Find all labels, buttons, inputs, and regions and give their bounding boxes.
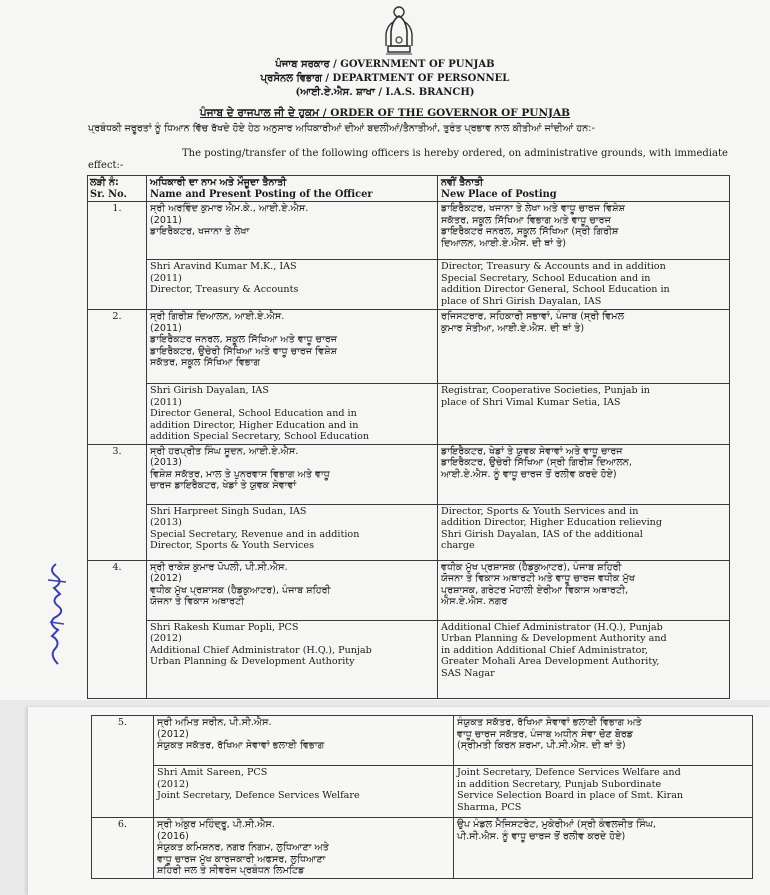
en-officer-line: Shri Amit Sareen, PCS xyxy=(157,767,268,778)
sr-no-cell: 2. xyxy=(88,310,147,445)
en-officer-line: Special Secretary, Revenue and in addition xyxy=(150,528,360,540)
state-emblem-icon xyxy=(374,2,424,56)
pa-new-cell xyxy=(438,444,730,504)
pa-officer-line: ਸ਼ਹਿਰੀ ਜਲ ਤੇ ਸੀਵਰੇਜ ਪ੍ਰਬੰਧਨ ਲਿਮਟਿਡ xyxy=(157,865,305,876)
table-row xyxy=(88,444,730,504)
table-row xyxy=(88,504,730,560)
pa-officer-line: ਡਾਇਰੈਕਟਰ, ਖਜਾਨਾ ਤੇ ਲੇਖਾ xyxy=(150,226,250,237)
en-new-cell xyxy=(454,766,753,818)
en-officer-line: Director, Treasury & Accounts xyxy=(150,284,299,295)
new-posting-header-english: New Place of Posting xyxy=(441,188,557,200)
table-row xyxy=(92,716,753,766)
en-new-line: Registrar, Cooperative Societies, Punjab in xyxy=(441,385,650,396)
en-officer-line: Shri Harpreet Singh Sudan, IAS xyxy=(150,505,307,517)
en-officer-line: Shri Girish Dayalan, IAS xyxy=(150,385,269,396)
en-officer-line: (2012) xyxy=(150,633,182,644)
en-officer-line: Joint Secretary, Defence Services Welfare xyxy=(157,790,360,801)
en-new-line: Special Secretary, School Education and in xyxy=(441,272,651,284)
pa-new-cell xyxy=(438,310,730,384)
pa-new-line: ਸਕੱਤਰ, ਸਕੂਲ ਸਿੱਖਿਆ ਵਿਭਾਗ ਅਤੇ ਵਾਧੂ ਚਾਰਜ xyxy=(441,214,611,226)
pa-officer-line: (2013) xyxy=(150,457,182,468)
en-officer-line: Urban Planning & Development Authority xyxy=(150,656,355,667)
en-officer-cell xyxy=(147,620,438,698)
en-new-line: addition Director General, School Education in xyxy=(441,284,670,295)
en-officer-line: Shri Aravind Kumar M.K., IAS xyxy=(150,261,297,272)
pa-officer-line: (2012) xyxy=(150,573,182,584)
pa-officer-line: ਸ੍ਰੀ ਅਰਵਿੰਦ ਕੁਮਾਰ ਐਮ.ਕੇ., ਆਈ.ਏ.ਐਸ. xyxy=(150,203,309,214)
en-officer-cell xyxy=(147,504,438,560)
en-new-line: place of Shri Vimal Kumar Setia, IAS xyxy=(441,396,621,408)
pa-new-line: ਰਜਿਸਟਰਾਰ, ਸਹਿਕਾਰੀ ਸਭਾਵਾਂ, ਪੰਜਾਬ (ਸ੍ਰੀ ਵਿਮਲ xyxy=(441,311,625,322)
pa-new-line: ਸੰਯੁਕਤ ਸਕੱਤਰ, ਰੱਖਿਆ ਸੇਵਾਵਾਂ ਭਲਾਈ ਵਿਭਾਗ ਅਤੇ xyxy=(457,717,642,728)
sr-no-cell: 1. xyxy=(88,202,147,310)
en-new-cell xyxy=(438,260,730,310)
pa-officer-line: ਸੰਯੁਕਤ ਕਮਿਸ਼ਨਰ, ਨਗਰ ਨਿਗਮ, ਲੁਧਿਆਣਾ ਅਤੇ xyxy=(157,842,329,853)
pa-new-line: ਐਸ.ਏ.ਐਸ. ਨਗਰ xyxy=(441,596,508,607)
table-row xyxy=(88,384,730,445)
en-new-line: in addition Additional Chief Administrator, xyxy=(441,644,648,656)
table-header-row xyxy=(88,176,730,202)
en-new-line: Urban Planning & Development Authority and xyxy=(441,633,667,644)
table-row xyxy=(88,560,730,620)
table-row xyxy=(92,766,753,818)
en-new-line: Sharma, PCS xyxy=(457,801,522,813)
new-posting-header xyxy=(438,176,730,202)
pa-officer-line: ਯੋਜਨਾ ਤੇ ਵਿਕਾਸ ਅਥਾਰਟੀ xyxy=(150,596,245,607)
pa-new-line: ਵਧੀਕ ਮੁੱਖ ਪ੍ਰਸ਼ਾਸਕ (ਹੈਡਕੁਆਟਰ), ਪੰਜਾਬ ਸ਼ਹਿਰੀ xyxy=(441,561,622,573)
en-new-line: Service Selection Board in place of Smt. Kiran xyxy=(457,790,684,801)
en-officer-line: (2011) xyxy=(150,396,182,408)
en-officer-line: (2013) xyxy=(150,517,182,528)
en-new-line: place of Shri Girish Dayalan, IAS xyxy=(441,295,602,307)
pa-new-line: ਦਿਆਲਨ, ਆਈ.ਏ.ਐਸ. ਦੀ ਥਾਂ ਤੇ) xyxy=(441,237,567,249)
new-posting-header-punjabi: ਨਵੀਂ ਤੈਨਾਤੀ xyxy=(441,177,484,188)
en-new-line: Additional Chief Administrator (H.Q.), Punjab xyxy=(441,621,663,633)
table-row xyxy=(88,310,730,384)
pa-officer-line: ਸ੍ਰੀ ਅਮਿਤ ਸਰੀਨ, ਪੀ.ਸੀ.ਐਸ. xyxy=(157,717,272,728)
pa-officer-line: ਸੰਯੁਕਤ ਸਕੱਤਰ, ਰੱਖਿਆ ਸੇਵਾਵਾਂ ਭਲਾਈ ਵਿਭਾਗ xyxy=(157,740,325,751)
pa-new-line: ਵਾਧੂ ਚਾਰਜ ਸਕੱਤਰ, ਪੰਜਾਬ ਅਧੀਨ ਸੇਵਾ ਚੋਣ ਬੋਰਡ xyxy=(457,728,634,740)
sr-no-cell: 6. xyxy=(92,818,154,879)
pa-officer-line: (2012) xyxy=(157,728,189,740)
pa-new-line: ਡਾਇਰੈਕਟਰ ਜਨਰਲ, ਸਕੂਲ ਸਿੱਖਿਆ (ਸ੍ਰੀ ਗਿਰੀਸ਼ xyxy=(441,226,619,237)
en-officer-cell xyxy=(147,260,438,310)
government-heading: ਪੰਜਾਬ ਸਰਕਾਰ / GOVERNMENT OF PUNJAB xyxy=(275,59,495,70)
pa-officer-line: (2016) xyxy=(157,830,189,842)
en-officer-cell xyxy=(154,766,454,818)
branch-heading: (ਆਈ.ਏ.ਐਸ. ਸ਼ਾਖਾ / I.A.S. BRANCH) xyxy=(295,87,475,98)
pa-new-line: ਯੋਜਨਾ ਤੇ ਵਿਕਾਸ ਅਥਾਰਟੀ ਅਤੇ ਵਾਧੂ ਚਾਰਜ ਵਧੀਕ ਮੁੱਖ xyxy=(441,573,635,584)
sr-no-header-english: Sr. No. xyxy=(90,188,127,200)
sr-no-header-punjabi: ਲੜੀ ਨੰ: xyxy=(90,177,119,188)
pa-new-line: ਪ੍ਰਸ਼ਾਸਕ, ਗਰੇਟਰ ਮੋਹਾਲੀ ਏਰੀਆ ਵਿਕਾਸ ਅਥਾਰਟੀ, xyxy=(441,584,629,596)
intro-english: The posting/transfer of the following officers is hereby ordered, on administrative grounds, with immediate effect:- xyxy=(88,148,728,171)
en-officer-cell xyxy=(147,384,438,445)
sr-no-cell: 4. xyxy=(88,560,147,698)
pa-new-line: ਆਈ.ਏ.ਐਸ. ਨੂੰ ਵਾਧੂ ਚਾਰਜ ਤੋਂ ਰਲੀਵ ਕਰਦੇ ਹੋਏ) xyxy=(441,468,617,480)
en-new-line: Shri Girish Dayalan, IAS of the additional xyxy=(441,528,643,540)
pa-officer-line: ਵਿਸ਼ੇਸ਼ ਸਕੱਤਰ, ਮਾਲ ਤੇ ਪੁਨਰਵਾਸ ਵਿਭਾਗ ਅਤੇ ਵਾਧੂ xyxy=(150,468,330,480)
en-officer-line: Director General, School Education and in xyxy=(150,408,357,419)
pa-officer-cell xyxy=(147,202,438,260)
pa-officer-line: (2011) xyxy=(150,214,182,226)
table-row xyxy=(88,260,730,310)
pa-new-cell xyxy=(454,818,753,879)
en-new-cell xyxy=(438,620,730,698)
en-officer-line: Shri Rakesh Kumar Popli, PCS xyxy=(150,621,299,633)
en-new-cell xyxy=(438,504,730,560)
pa-new-line: ਡਾਇਰੈਕਟਰ, ਖੇਡਾਂ ਤੇ ਯੁਵਕ ਸੇਵਾਵਾਂ ਅਤੇ ਵਾਧੂ ਚਾਰਜ xyxy=(441,445,623,457)
pa-officer-line: ਚਾਰਜ ਡਾਇਰੈਕਟਰ, ਖੇਡਾਂ ਤੇ ਯੁਵਕ ਸੇਵਾਵਾਂ xyxy=(150,480,297,491)
department-heading: ਪ੍ਰਸੋਨਲ ਵਿਭਾਗ / DEPARTMENT OF PERSONNEL xyxy=(260,73,510,84)
order-title: ਪੰਜਾਬ ਦੇ ਰਾਜਪਾਲ ਜੀ ਦੇ ਹੁਕਮ / ORDER OF THE GOVERNOR OF PUNJAB xyxy=(199,107,571,119)
pa-new-cell xyxy=(438,560,730,620)
table-row xyxy=(88,202,730,260)
en-officer-line: (2011) xyxy=(150,272,182,284)
en-new-line: Director, Sports & Youth Services and in xyxy=(441,505,639,517)
pa-officer-cell xyxy=(147,310,438,384)
en-new-line: addition Director, Higher Education relieving xyxy=(441,517,662,528)
pa-officer-line: ਵਧੀਕ ਮੁੱਖ ਪ੍ਰਸ਼ਾਸਕ (ਹੈਡਕੁਆਟਰ), ਪੰਜਾਬ ਸ਼ਹਿਰੀ xyxy=(150,584,331,596)
pa-officer-line: (2011) xyxy=(150,322,182,334)
pa-new-line: ਡਾਇਰੈਕਟਰ, ਉਚੇਰੀ ਸਿੱਖਿਆ (ਸ੍ਰੀ ਗਿਰੀਸ਼ ਦਿਆਲਨ, xyxy=(441,457,632,468)
en-new-line: in addition Secretary, Punjab Subordinate xyxy=(457,778,662,790)
en-new-line: Greater Mohali Area Development Authority, xyxy=(441,656,660,667)
en-new-line: SAS Nagar xyxy=(441,667,495,679)
en-officer-line: (2012) xyxy=(157,778,189,790)
pa-officer-line: ਸ੍ਰੀ ਰਾਕੇਸ਼ ਕੁਮਾਰ ਪੋਪਲੀ, ਪੀ.ਸੀ.ਐਸ. xyxy=(150,561,288,573)
en-officer-line: addition Special Secretary, School Education xyxy=(150,431,370,442)
pa-officer-line: ਵਾਧੂ ਚਾਰਜ ਮੁੱਖ ਕਾਰਜਕਾਰੀ ਅਫਸਰ, ਲੁਧਿਆਣਾ xyxy=(157,853,326,865)
en-officer-line: addition Director, Higher Education and in xyxy=(150,419,359,431)
pa-new-line: ਪੀ.ਸੀ.ਐਸ. ਨੂੰ ਵਾਧੂ ਚਾਰਜ ਤੋਂ ਰਲੀਵ ਕਰਦੇ ਹੋਏ) xyxy=(457,830,626,842)
pa-new-line: ਕੁਮਾਰ ਸੇਤੀਆ, ਆਈ.ਏ.ਐਸ. ਦੀ ਥਾਂ ਤੇ) xyxy=(441,322,585,334)
pa-officer-cell xyxy=(154,716,454,766)
pa-new-cell xyxy=(438,202,730,260)
pa-officer-line: ਡਾਇਰੈਕਟਰ ਜਨਰਲ, ਸਕੂਲ ਸਿੱਖਿਆ ਅਤੇ ਵਾਧੂ ਚਾਰਜ xyxy=(150,334,338,345)
en-new-line: Director, Treasury & Accounts and in addition xyxy=(441,261,666,272)
en-new-cell xyxy=(438,384,730,445)
pa-officer-line: ਸ੍ਰੀ ਗਿਰੀਸ਼ ਦਿਆਲਨ, ਆਈ.ਏ.ਐਸ. xyxy=(150,311,285,322)
officer-header-punjabi: ਅਧਿਕਾਰੀ ਦਾ ਨਾਮ ਅਤੇ ਮੌਜੂਦਾ ਤੈਨਾਤੀ xyxy=(150,177,287,188)
en-officer-line: Director, Sports & Youth Services xyxy=(150,540,314,551)
table-row xyxy=(92,818,753,879)
officer-header xyxy=(147,176,438,202)
sr-no-cell: 3. xyxy=(88,444,147,560)
handwritten-signature xyxy=(44,560,70,670)
pa-new-line: (ਸ੍ਰੀਮਤੀ ਕਿਰਨ ਸ਼ਰਮਾ, ਪੀ.ਸੀ.ਐਸ. ਦੀ ਥਾਂ ਤੇ) xyxy=(457,740,626,751)
pa-officer-line: ਸ੍ਰੀ ਹਰਪ੍ਰੀਤ ਸਿੰਘ ਸੂਦਨ, ਆਈ.ਏ.ਐਸ. xyxy=(150,445,299,457)
sr-no-header xyxy=(88,176,147,202)
pa-new-line: ਉਪ ਮੰਡਲ ਮੈਜਿਸਟਰੇਟ, ਮੁਕੇਰੀਆਂ (ਸ੍ਰੀ ਕੰਵਲਜੀਤ ਸਿੰਘ, xyxy=(457,819,656,830)
pa-officer-line: ਸ੍ਰੀ ਅੰਕੁਰ ਮਹਿੰਦ੍ਰੂ, ਪੀ.ਸੀ.ਐਸ. xyxy=(157,819,275,830)
pa-officer-cell xyxy=(154,818,454,879)
en-new-line: Joint Secretary, Defence Services Welfare and xyxy=(457,767,681,778)
table-row xyxy=(88,620,730,698)
pa-officer-line: ਡਾਇਰੈਕਟਰ, ਉਚੇਰੀ ਸਿੱਖਿਆ ਅਤੇ ਵਾਧੂ ਚਾਰਜ ਵਿਸ਼ੇਸ਼ xyxy=(150,345,338,357)
en-officer-line: Additional Chief Administrator (H.Q.), Punjab xyxy=(150,644,372,656)
officer-header-english: Name and Present Posting of the Officer xyxy=(150,188,373,200)
pa-new-line: ਡਾਇਰੈਕਟਰ, ਖਜਾਨਾ ਤੇ ਲੇਖਾ ਅਤੇ ਵਾਧੂ ਚਾਰਜ ਵਿਸ਼ੇਸ਼ xyxy=(441,203,626,214)
pa-officer-line: ਸਕੱਤਰ, ਸਕੂਲ ਸਿੱਖਿਆ ਵਿਭਾਗ xyxy=(150,357,261,368)
pa-officer-cell xyxy=(147,560,438,620)
posting-table-continued xyxy=(91,715,753,879)
intro-punjabi: ਪ੍ਰਬੰਧਕੀ ਜਰੂਰਤਾਂ ਨੂੰ ਧਿਆਨ ਵਿੱਚ ਰੱਖਦੇ ਹੋਏ ਹੇਠ ਅਨੁਸਾਰ ਅਧਿਕਾਰੀਆਂ ਦੀਆਂ ਬਦਲੀਆਂ/ਤੈਨਾਤੀਆਂ, ਤੁਰੰਤ ਪ੍ਰਭਾਵ ਨਾਲ ਕੀਤੀਆਂ ਜਾਂਦੀਆਂ ਹਨ:- xyxy=(88,123,595,134)
pa-new-cell xyxy=(454,716,753,766)
order-page-2 xyxy=(28,707,770,895)
pa-officer-cell xyxy=(147,444,438,504)
posting-table xyxy=(87,175,730,699)
en-new-line: charge xyxy=(441,540,475,551)
sr-no-cell: 5. xyxy=(92,716,154,818)
